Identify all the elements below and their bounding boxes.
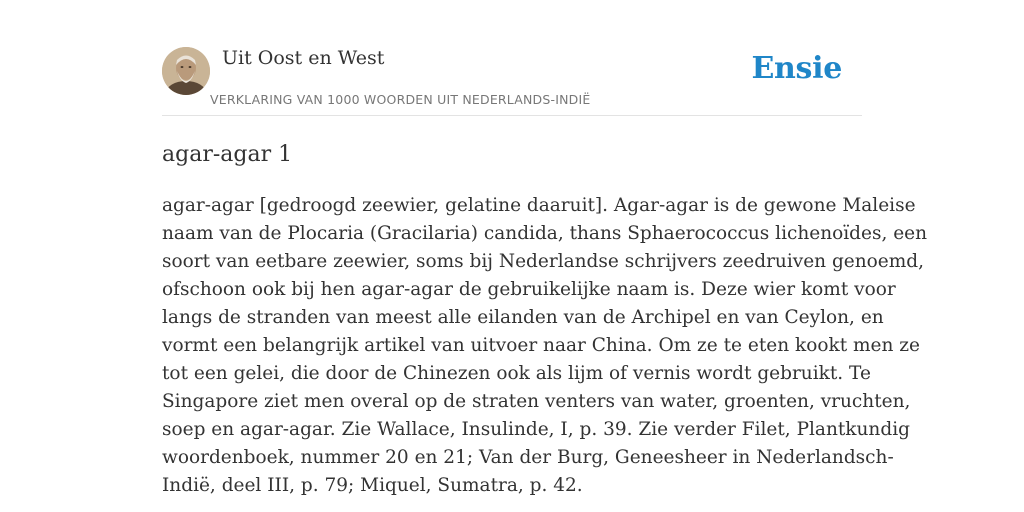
source-title[interactable]: Uit Oost en West: [222, 47, 385, 69]
entry-line: ofschoon ook bij hen agar-agar de gebruikelijke naam is. Deze wier komt voor: [162, 279, 896, 300]
entry-line: langs de stranden van meest alle eilanden van de Archipel en van Ceylon, en: [162, 307, 884, 328]
source-subtitle: VERKLARING VAN 1000 WOORDEN UIT NEDERLANDS-INDIË: [210, 92, 591, 107]
entry-line: soep en agar-agar. Zie Wallace, Insulinde, I, p. 39. Zie verder Filet, Plantkundig: [162, 419, 910, 440]
portrait-svg: [162, 47, 210, 95]
entry-line: agar-agar [gedroogd zeewier, gelatine daaruit]. Agar-agar is de gewone Maleise: [162, 195, 916, 216]
portrait-avatar-icon[interactable]: [162, 47, 210, 95]
entry-line: vormt een belangrijk artikel van uitvoer naar China. Om ze te eten kookt men ze: [162, 335, 920, 356]
header: [162, 46, 862, 116]
entry-body: [162, 192, 928, 500]
entry-line: Singapore ziet men overal op de straten venters van water, groenten, vruchten,: [162, 391, 911, 412]
entry-line: naam van de Plocaria (Gracilaria) candida, thans Sphaerococcus lichenoïdes, een: [162, 223, 928, 244]
header-divider: [162, 115, 862, 116]
entry-line: tot een gelei, die door de Chinezen ook als lijm of vernis wordt gebruikt. Te: [162, 363, 871, 384]
brand-logo-link[interactable]: Ensie: [751, 51, 842, 86]
entry-line: soort van eetbare zeewier, soms bij Nederlandse schrijvers zeedruiven genoemd,: [162, 251, 925, 272]
entry-title: agar-agar 1: [162, 142, 293, 167]
entry-line: Indië, deel III, p. 79; Miquel, Sumatra, p. 42.: [162, 475, 583, 496]
entry-line: woordenboek, nummer 20 en 21; Van der Burg, Geneesheer in Nederlandsch-: [162, 447, 894, 468]
